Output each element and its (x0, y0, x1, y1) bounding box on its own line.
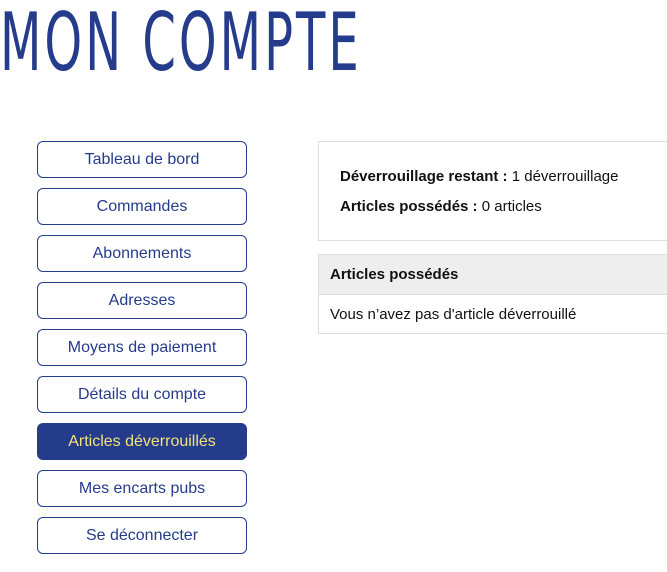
nav-item-subscriptions[interactable]: Abonnements (37, 235, 247, 272)
nav-item-ad-inserts[interactable]: Mes encarts pubs (37, 470, 247, 507)
nav-item-logout[interactable]: Se déconnecter (37, 517, 247, 554)
unlock-remaining-line (340, 167, 667, 197)
nav-item-dashboard[interactable]: Tableau de bord (37, 141, 247, 178)
owned-articles-header: Articles possédés (319, 255, 667, 295)
account-navigation (37, 141, 247, 564)
nav-item-account-details[interactable]: Détails du compte (37, 376, 247, 413)
nav-item-addresses[interactable]: Adresses (37, 282, 247, 319)
owned-articles-value: 0 articles (481, 198, 542, 215)
unlock-remaining-label: Déverrouillage restant : (340, 168, 508, 185)
owned-articles-line (340, 197, 667, 227)
page-title: MON COMPTE (0, 0, 362, 89)
owned-articles-table (318, 254, 667, 334)
owned-articles-label: Articles possédés : (340, 198, 478, 215)
nav-item-orders[interactable]: Commandes (37, 188, 247, 225)
empty-message: Vous n’avez pas d'article déverrouillé (330, 305, 577, 323)
unlock-remaining-value: 1 déverrouillage (511, 168, 619, 185)
nav-item-unlocked-articles[interactable]: Articles déverrouillés (37, 423, 247, 460)
unlock-summary (318, 141, 667, 241)
nav-item-payment-methods[interactable]: Moyens de paiement (37, 329, 247, 366)
